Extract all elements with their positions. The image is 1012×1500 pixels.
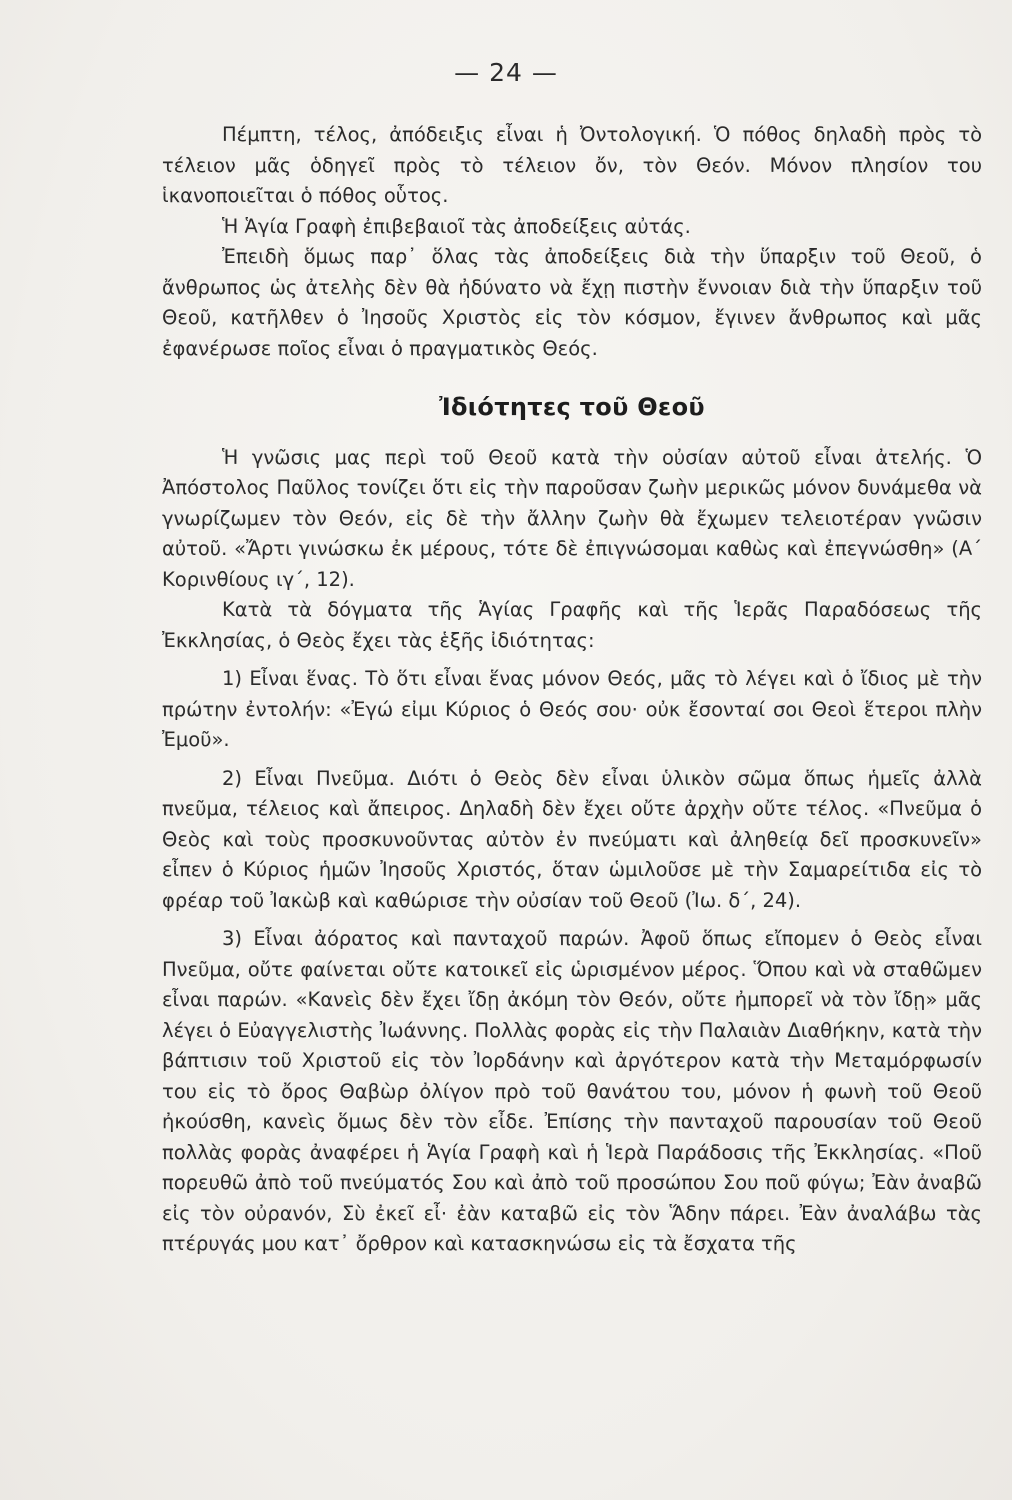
list-item: 1) Εἶναι ἕνας. Τὸ ὅτι εἶναι ἕνας μόνον Θεός, μᾶς τὸ λέγει καὶ ὁ ἴδιος μὲ τὴν πρώτην ἐντολήν: «Ἐγώ εἰμι Κύριος ὁ Θεός σου· οὐκ ἔσονταί σοι Θεοὶ ἕτεροι πλὴν Ἐμοῦ». xyxy=(162,667,982,751)
paragraph: Πέμπτη, τέλος, ἀπόδειξις εἶναι ἡ Ὀντολογική. Ὁ πόθος δηλαδὴ πρὸς τὸ τέλειον μᾶς ὁδηγεῖ πρὸς τὸ τέλειον ὄν, τὸν Θεόν. Μόνον πλησίον του ἱκανοποιεῖται ὁ πόθος οὗτος. xyxy=(162,123,982,207)
paragraph: Κατὰ τὰ δόγματα τῆς Ἁγίας Γραφῆς καὶ τῆς Ἱερᾶς Παραδόσεως τῆς Ἐκκλησίας, ὁ Θεὸς ἔχει τὰς ἑξῆς ἰδιότητας: xyxy=(162,598,982,652)
list-item: 3) Εἶναι ἀόρατος καὶ πανταχοῦ παρών. Ἀφοῦ ὅπως εἴπομεν ὁ Θεὸς εἶναι Πνεῦμα, οὔτε φαίνεται οὔτε κατοικεῖ εἰς ὡρισμένον μέρος. Ὅπου καὶ νὰ σταθῶμεν εἶναι παρών. «Κανεὶς δὲν ἔχει ἴδῃ ἀκόμη τὸν Θεόν, οὔτε ἠμπορεῖ νὰ τὸν ἴδῃ» μᾶς λέγει ὁ Εὐαγγελιστὴς Ἰωάννης. Πολλὰς φορὰς εἰς τὴν Παλαιὰν Διαθήκην, κατὰ τὴν βάπτισιν τοῦ Χριστοῦ εἰς τὸν Ἰορδάνην καὶ ἀργότερον κατὰ τὴν Μεταμόρφωσίν του εἰς τὸ ὄρος Θαβὼρ ὀλίγον πρὸ τοῦ θανάτου του, μόνον ἡ φωνὴ τοῦ Θεοῦ ἠκούσθη, κανεὶς ὅμως δὲν τὸν εἶδε. Ἐπίσης τὴν πανταχοῦ παρουσίαν τοῦ Θεοῦ πολλὰς φορὰς ἀναφέρει ἡ Ἁγία Γραφὴ καὶ ἡ Ἱερὰ Παράδοσις τῆς Ἐκκλησίας. «Ποῦ πορευθῶ ἀπὸ τοῦ πνεύματός Σου καὶ ἀπὸ τοῦ προσώπου Σου ποῦ φύγω; Ἐὰν ἀναβῶ εἰς τὸν οὐρανόν, Σὺ ἐκεῖ εἶ· ἐὰν καταβῶ εἰς τὸν Ἅδην πάρει. Ἐὰν ἀναλάβω τὰς πτέρυγάς μου κατ᾽ ὄρθρον καὶ κατασκηνώσω εἰς τὰ ἔσχατα τῆς xyxy=(162,927,982,1255)
section-heading: Ἰδιότητες τοῦ Θεοῦ xyxy=(439,393,705,421)
paragraph: Ἡ γνῶσις μας περὶ τοῦ Θεοῦ κατὰ τὴν οὐσίαν αὐτοῦ εἶναι ἀτελής. Ὁ Ἀπόστολος Παῦλος τονίζει ὅτι εἰς τὴν παροῦσαν ζωὴν μερικῶς μόνον δυνάμεθα νὰ γνωρίζωμεν τὸν Θεόν, εἰς δὲ τὴν ἄλλην ζωὴν θὰ ἔχωμεν τελειοτέραν γνῶσιν αὐτοῦ. «Ἄρτι γινώσκω ἐκ μέρους, τότε δὲ ἐπιγνώσομαι καθὼς καὶ ἐπεγνώσθη» (Α´ Κορινθίους ιγ´, 12). xyxy=(162,445,982,591)
page-number: — 24 — xyxy=(454,58,558,87)
paragraph: Ἡ Ἁγία Γραφὴ ἐπιβεβαιοῖ τὰς ἀποδείξεις αὐτάς. xyxy=(222,214,691,238)
paragraph: Ἐπειδὴ ὅμως παρ᾽ ὅλας τὰς ἀποδείξεις διὰ τὴν ὕπαρξιν τοῦ Θεοῦ, ὁ ἄνθρωπος ὡς ἀτελὴς δὲν θὰ ἠδύνατο νὰ ἔχῃ πιστὴν ἔννοιαν διὰ τὴν ὕπαρξιν τοῦ Θεοῦ, κατῆλθεν ὁ Ἰησοῦς Χριστὸς εἰς τὸν κόσμον, ἔγινεν ἄνθρωπος καὶ μᾶς ἐφανέρωσε ποῖος εἶναι ὁ πραγματικὸς Θεός. xyxy=(162,245,982,360)
list-item: 2) Εἶναι Πνεῦμα. Διότι ὁ Θεὸς δὲν εἶναι ὑλικὸν σῶμα ὅπως ἡμεῖς ἀλλὰ πνεῦμα, τέλειος καὶ ἄπειρος. Δηλαδὴ δὲν ἔχει οὔτε ἀρχὴν οὔτε τέλος. «Πνεῦμα ὁ Θεὸς καὶ τοὺς προσκυνοῦντας αὐτὸν ἐν πνεύματι καὶ ἀληθείᾳ δεῖ προσκυνεῖν» εἶπεν ὁ Κύριος ἡμῶν Ἰησοῦς Χριστός, ὅταν ὡμιλοῦσε μὲ τὴν Σαμαρείτιδα εἰς τὸ φρέαρ τοῦ Ἰακὼβ καὶ καθώρισε τὴν οὐσίαν τοῦ Θεοῦ (Ἰω. δ´, 24). xyxy=(162,766,982,912)
main-text xyxy=(162,120,982,1260)
